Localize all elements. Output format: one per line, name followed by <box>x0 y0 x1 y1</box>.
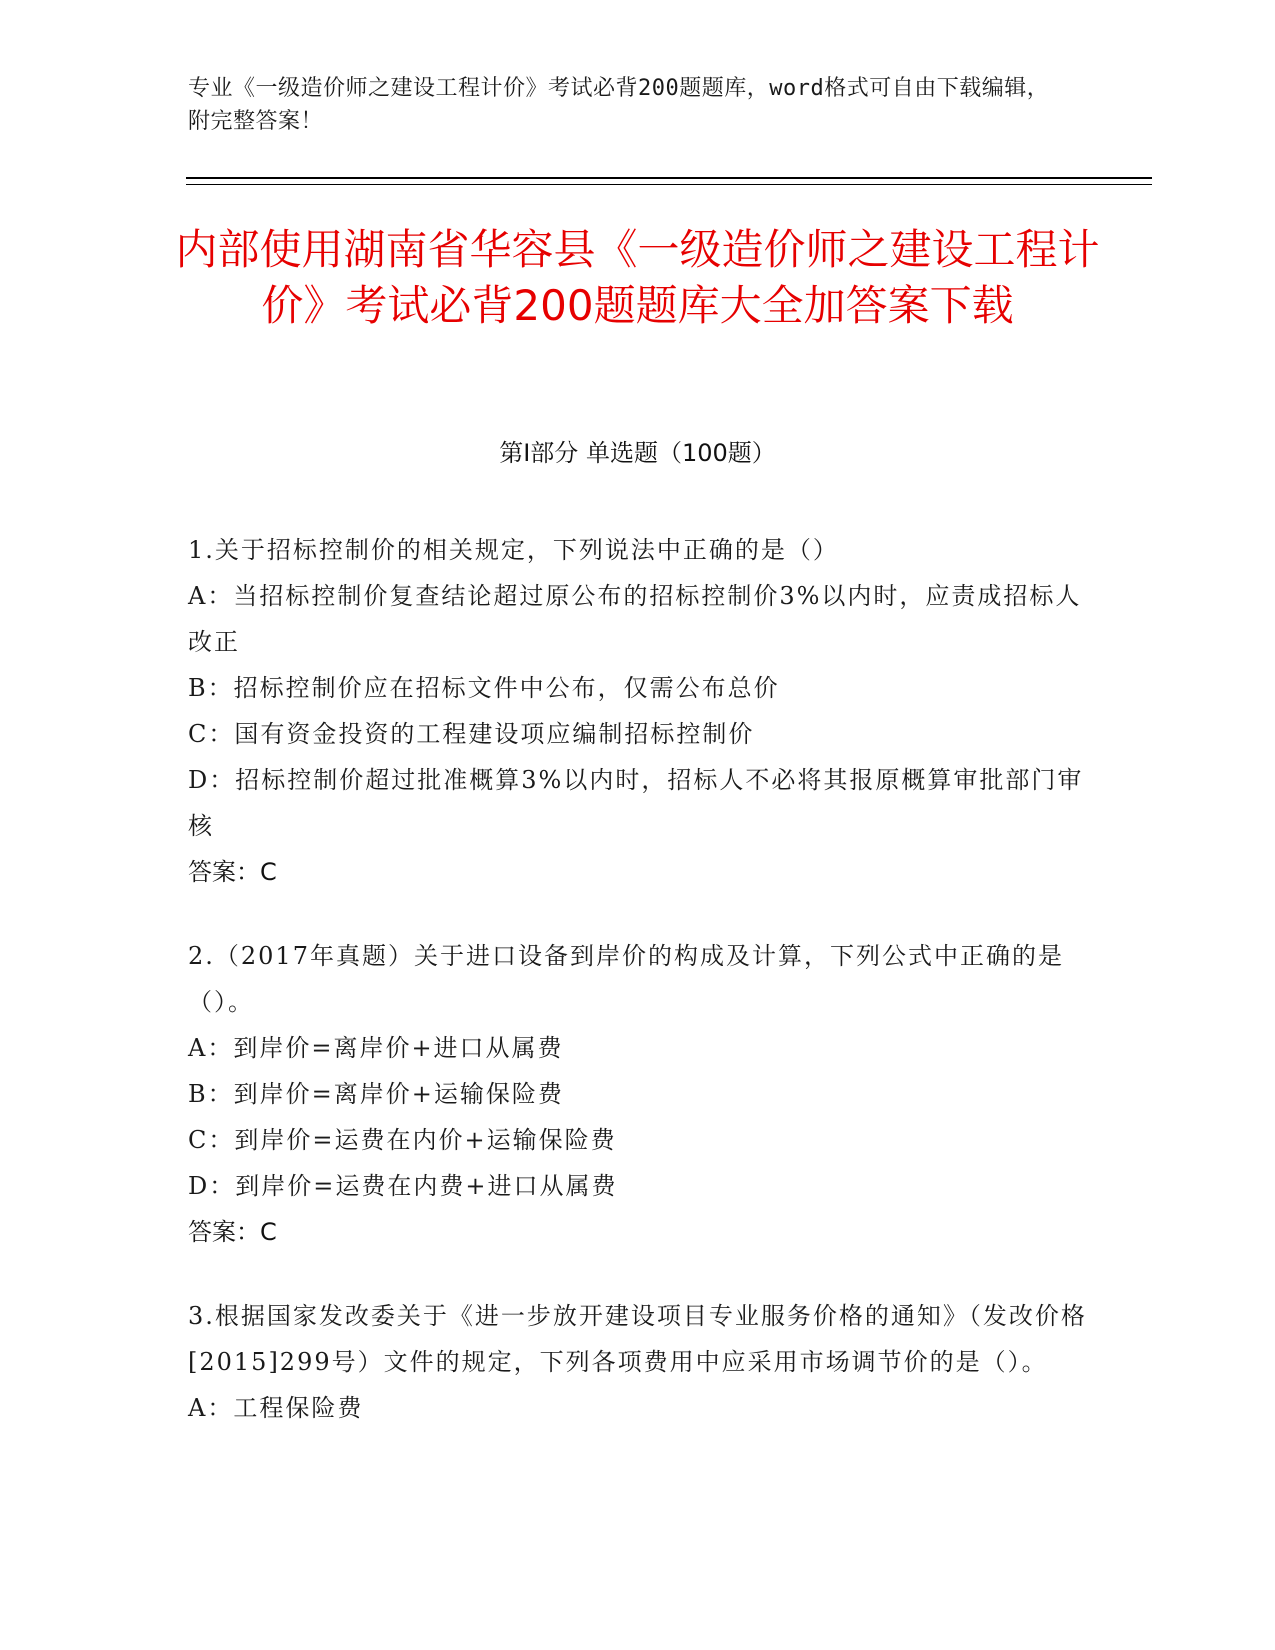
question-3 <box>188 1293 1088 1431</box>
option-a: A：当招标控制价复查结论超过原公布的招标控制价3%以内时，应责成招标人改正 <box>188 582 1082 656</box>
header-note: 专业《一级造价师之建设工程计价》考试必背200题题库，word格式可自由下载编辑，附完整答案！ <box>188 76 1050 134</box>
option-b: B：招标控制价应在招标文件中公布，仅需公布总价 <box>188 674 780 702</box>
question-stem: 1.关于招标控制价的相关规定，下列说法中正确的是（） <box>188 536 839 564</box>
question-list <box>188 527 1088 1469</box>
option-c: C：到岸价=运费在内价+运输保险费 <box>188 1126 617 1154</box>
question-1 <box>188 527 1088 895</box>
question-stem: 3.根据国家发改委关于《进一步放开建设项目专业服务价格的通知》（发改价格[2015]299号）文件的规定，下列各项费用中应采用市场调节价的是（）。 <box>188 1302 1087 1376</box>
option-b: B：到岸价=离岸价+运输保险费 <box>188 1080 564 1108</box>
option-a: A：工程保险费 <box>188 1394 364 1422</box>
question-2 <box>188 933 1088 1255</box>
section-title: 第Ⅰ部分 单选题（100题） <box>499 439 776 467</box>
option-d: D：招标控制价超过批准概算3%以内时，招标人不必将其报原概算审批部门审核 <box>188 766 1084 840</box>
question-stem: 2.（2017年真题）关于进口设备到岸价的构成及计算，下列公式中正确的是（）。 <box>188 942 1064 1016</box>
option-d: D：到岸价=运费在内费+进口从属费 <box>188 1172 618 1200</box>
answer-label: 答案：C <box>188 1218 277 1246</box>
option-c: C：国有资金投资的工程建设项应编制招标控制价 <box>188 720 755 748</box>
header-divider-thick <box>186 177 1152 179</box>
document-title: 内部使用湖南省华容县《一级造价师之建设工程计价》考试必背200题题库大全加答案下载 <box>175 225 1100 330</box>
option-a: A：到岸价=离岸价+进口从属费 <box>188 1034 564 1062</box>
header-divider-thin <box>186 184 1152 185</box>
answer-label: 答案：C <box>188 858 277 886</box>
